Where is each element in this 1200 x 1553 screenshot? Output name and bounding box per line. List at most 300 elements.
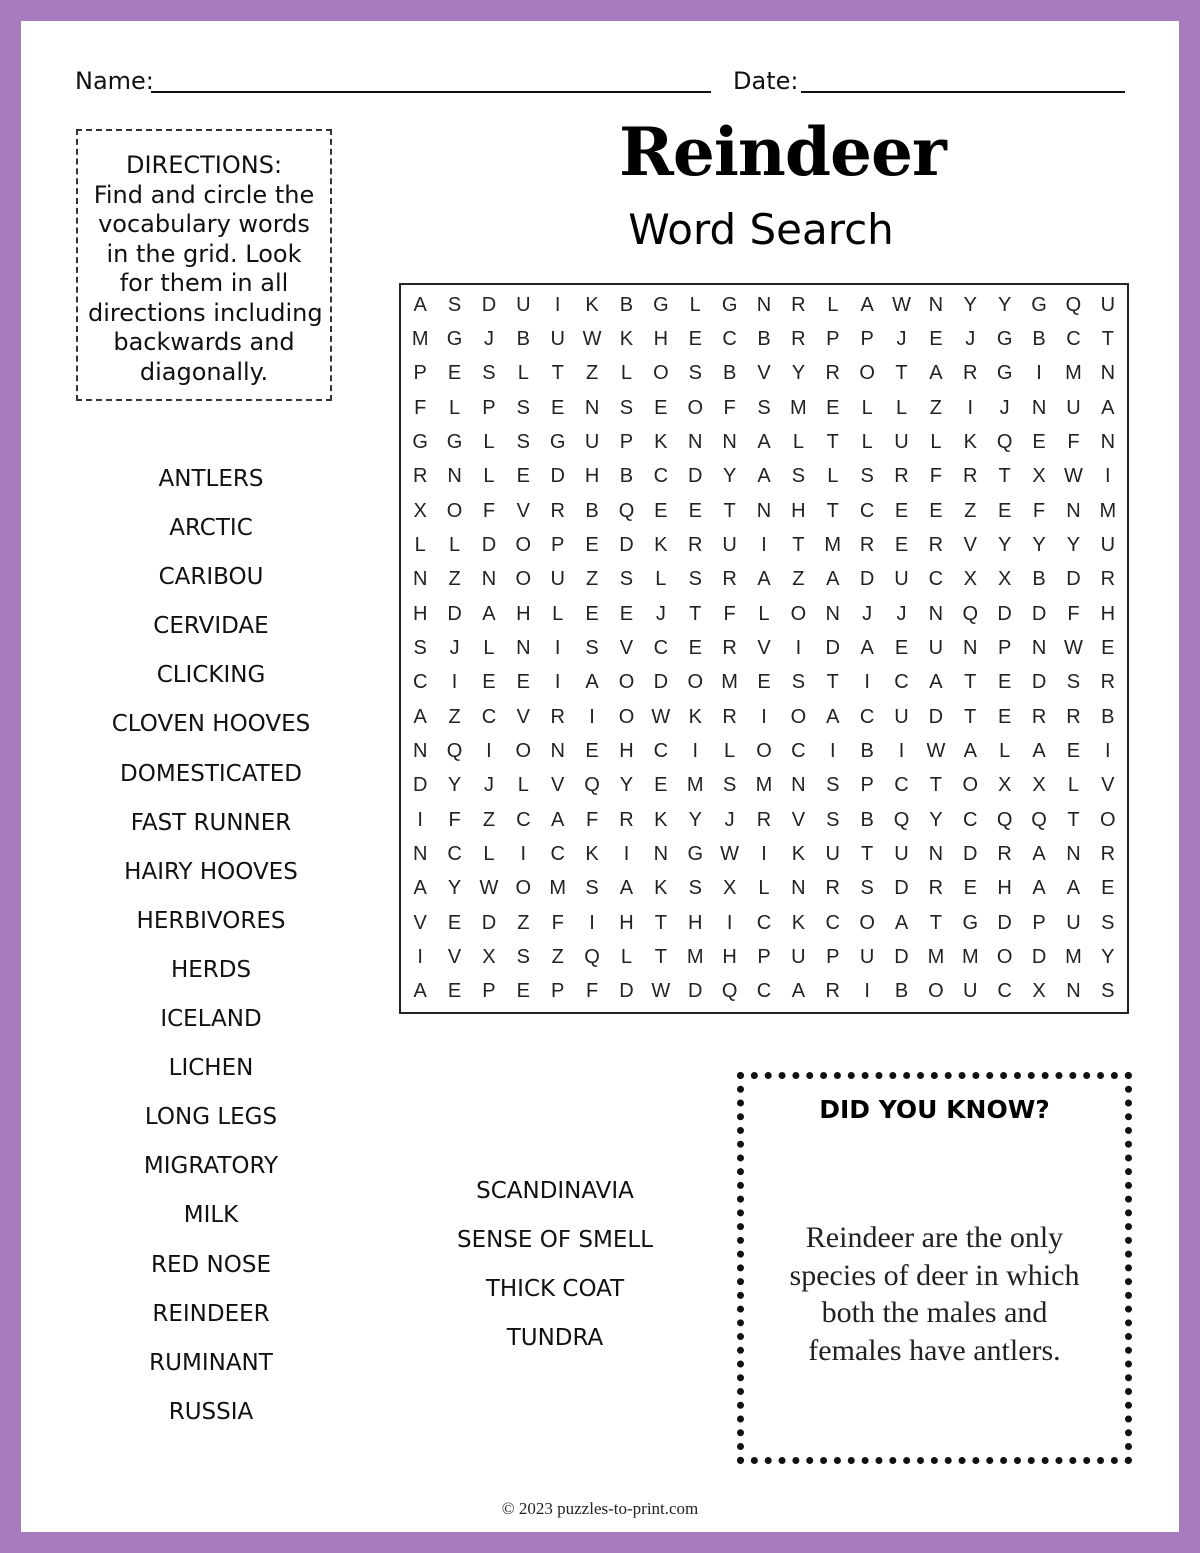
grid-letter[interactable]: S: [757, 396, 771, 419]
grid-letter[interactable]: A: [1101, 396, 1115, 419]
grid-letter[interactable]: Q: [962, 602, 979, 625]
grid-letter[interactable]: M: [927, 945, 945, 968]
grid-letter[interactable]: F: [929, 465, 942, 488]
grid-letter[interactable]: D: [481, 533, 497, 556]
grid-letter[interactable]: C: [928, 568, 944, 591]
grid-letter[interactable]: E: [757, 671, 771, 694]
grid-letter[interactable]: W: [926, 739, 946, 762]
grid-letter[interactable]: S: [1101, 911, 1115, 934]
grid-letter[interactable]: G: [549, 430, 566, 453]
grid-letter[interactable]: D: [688, 465, 703, 488]
grid-letter[interactable]: U: [894, 568, 909, 591]
grid-letter[interactable]: R: [1066, 705, 1081, 728]
grid-letter[interactable]: S: [619, 568, 634, 591]
grid-letter[interactable]: H: [653, 327, 669, 350]
grid-letter[interactable]: O: [515, 533, 532, 556]
grid-letter[interactable]: Z: [585, 362, 599, 385]
grid-letter[interactable]: N: [825, 602, 840, 625]
grid-letter[interactable]: I: [554, 636, 561, 659]
grid-letter[interactable]: P: [826, 327, 840, 350]
grid-letter[interactable]: R: [412, 465, 428, 488]
grid-letter[interactable]: R: [791, 327, 806, 350]
grid-letter[interactable]: A: [860, 636, 874, 659]
grid-letter[interactable]: E: [1101, 877, 1115, 900]
grid-letter[interactable]: I: [692, 739, 699, 762]
grid-letter[interactable]: V: [551, 774, 565, 797]
grid-letter[interactable]: L: [999, 739, 1011, 762]
grid-letter[interactable]: T: [929, 911, 942, 934]
grid-letter[interactable]: A: [585, 671, 599, 694]
grid-letter[interactable]: F: [585, 980, 599, 1003]
grid-letter[interactable]: B: [860, 808, 874, 831]
grid-letter[interactable]: V: [757, 636, 771, 659]
grid-letter[interactable]: E: [1066, 739, 1081, 762]
grid-letter[interactable]: O: [515, 739, 532, 762]
grid-letter[interactable]: D: [653, 671, 669, 694]
grid-letter[interactable]: I: [520, 842, 527, 865]
word-search-grid[interactable]: [399, 283, 1129, 1014]
grid-letter[interactable]: B: [1032, 568, 1046, 591]
grid-letter[interactable]: M: [1099, 499, 1117, 522]
grid-letter[interactable]: V: [516, 499, 530, 522]
grid-letter[interactable]: F: [585, 808, 599, 831]
grid-letter[interactable]: E: [1032, 430, 1046, 453]
grid-letter[interactable]: Y: [722, 465, 737, 488]
grid-letter[interactable]: C: [481, 705, 497, 728]
grid-letter[interactable]: D: [825, 636, 840, 659]
grid-letter[interactable]: F: [1067, 602, 1080, 625]
grid-letter[interactable]: I: [589, 911, 595, 934]
grid-letter[interactable]: I: [829, 739, 836, 762]
grid-letter[interactable]: A: [413, 705, 427, 728]
grid-letter[interactable]: T: [964, 705, 977, 728]
grid-letter[interactable]: O: [790, 705, 807, 728]
grid-letter[interactable]: I: [554, 671, 561, 694]
grid-letter[interactable]: O: [653, 362, 669, 385]
grid-letter[interactable]: L: [483, 842, 495, 865]
grid-letter[interactable]: O: [859, 362, 875, 385]
grid-letter[interactable]: Q: [584, 774, 600, 797]
grid-letter[interactable]: A: [860, 293, 874, 316]
grid-letter[interactable]: A: [1032, 877, 1046, 900]
grid-letter[interactable]: L: [689, 293, 701, 316]
grid-letter[interactable]: S: [619, 396, 634, 419]
grid-letter[interactable]: A: [1066, 877, 1081, 900]
grid-letter[interactable]: E: [619, 602, 634, 625]
grid-letter[interactable]: A: [963, 739, 977, 762]
grid-letter[interactable]: L: [758, 877, 770, 900]
grid-letter[interactable]: R: [1100, 842, 1116, 865]
grid-letter[interactable]: E: [997, 499, 1012, 522]
grid-letter[interactable]: N: [550, 739, 565, 762]
grid-letter[interactable]: H: [997, 877, 1012, 900]
grid-letter[interactable]: U: [894, 705, 909, 728]
grid-letter[interactable]: W: [651, 705, 671, 728]
grid-letter[interactable]: A: [413, 293, 427, 316]
grid-letter[interactable]: M: [1065, 362, 1082, 385]
grid-letter[interactable]: C: [756, 911, 772, 934]
grid-letter[interactable]: E: [516, 980, 530, 1003]
grid-letter[interactable]: K: [654, 533, 668, 556]
grid-letter[interactable]: S: [722, 774, 737, 797]
grid-letter[interactable]: C: [516, 808, 531, 831]
grid-letter[interactable]: N: [928, 602, 944, 625]
grid-letter[interactable]: I: [486, 739, 492, 762]
grid-letter[interactable]: L: [449, 396, 461, 419]
grid-letter[interactable]: D: [997, 602, 1012, 625]
grid-letter[interactable]: J: [896, 327, 907, 350]
grid-letter[interactable]: P: [997, 636, 1012, 659]
grid-letter[interactable]: O: [928, 980, 944, 1003]
grid-letter[interactable]: F: [448, 808, 461, 831]
grid-letter[interactable]: N: [481, 568, 497, 591]
grid-letter[interactable]: W: [479, 877, 499, 900]
grid-letter[interactable]: E: [894, 533, 909, 556]
grid-letter[interactable]: B: [619, 293, 634, 316]
grid-letter[interactable]: D: [481, 293, 497, 316]
grid-letter[interactable]: E: [929, 499, 943, 522]
grid-letter[interactable]: Z: [585, 568, 599, 591]
grid-letter[interactable]: I: [967, 396, 974, 419]
grid-letter[interactable]: L: [483, 465, 495, 488]
grid-letter[interactable]: G: [996, 362, 1013, 385]
grid-letter[interactable]: A: [791, 980, 806, 1003]
grid-letter[interactable]: E: [516, 465, 530, 488]
grid-letter[interactable]: K: [963, 430, 977, 453]
grid-letter[interactable]: C: [653, 636, 669, 659]
grid-letter[interactable]: D: [550, 465, 565, 488]
grid-letter[interactable]: N: [653, 842, 669, 865]
grid-letter[interactable]: H: [584, 465, 600, 488]
grid-letter[interactable]: E: [482, 671, 496, 694]
grid-letter[interactable]: B: [860, 739, 874, 762]
grid-letter[interactable]: C: [653, 739, 669, 762]
grid-letter[interactable]: N: [412, 568, 428, 591]
grid-letter[interactable]: L: [483, 430, 495, 453]
grid-letter[interactable]: D: [688, 980, 703, 1003]
grid-letter[interactable]: K: [791, 842, 806, 865]
grid-letter[interactable]: B: [619, 465, 634, 488]
grid-letter[interactable]: Y: [963, 293, 977, 316]
grid-letter[interactable]: E: [654, 774, 668, 797]
grid-letter[interactable]: C: [550, 842, 565, 865]
grid-letter[interactable]: G: [687, 842, 704, 865]
grid-letter[interactable]: U: [1100, 293, 1116, 316]
grid-letter[interactable]: X: [722, 877, 737, 900]
grid-letter[interactable]: M: [721, 671, 738, 694]
grid-letter[interactable]: W: [651, 980, 671, 1003]
grid-letter[interactable]: S: [791, 465, 806, 488]
grid-letter[interactable]: I: [451, 671, 458, 694]
grid-letter[interactable]: N: [1100, 362, 1116, 385]
grid-letter[interactable]: P: [482, 396, 496, 419]
grid-letter[interactable]: L: [930, 430, 942, 453]
grid-letter[interactable]: H: [722, 945, 737, 968]
grid-letter[interactable]: V: [619, 636, 634, 659]
grid-letter[interactable]: N: [584, 396, 600, 419]
grid-letter[interactable]: N: [791, 877, 806, 900]
grid-letter[interactable]: L: [483, 636, 495, 659]
grid-letter[interactable]: C: [447, 842, 462, 865]
grid-letter[interactable]: X: [963, 568, 977, 591]
grid-letter[interactable]: T: [1067, 808, 1080, 831]
grid-letter[interactable]: N: [1031, 396, 1047, 419]
grid-letter[interactable]: S: [826, 808, 840, 831]
grid-letter[interactable]: Q: [584, 945, 600, 968]
grid-letter[interactable]: F: [414, 396, 427, 419]
grid-letter[interactable]: E: [585, 533, 599, 556]
grid-letter[interactable]: K: [585, 842, 599, 865]
grid-letter[interactable]: D: [894, 877, 909, 900]
grid-letter[interactable]: L: [861, 396, 873, 419]
grid-letter[interactable]: F: [482, 499, 496, 522]
grid-letter[interactable]: I: [761, 533, 767, 556]
grid-letter[interactable]: C: [825, 911, 840, 934]
grid-letter[interactable]: N: [447, 465, 462, 488]
grid-letter[interactable]: X: [1032, 774, 1046, 797]
grid-letter[interactable]: H: [619, 911, 634, 934]
grid-letter[interactable]: Z: [448, 568, 461, 591]
grid-letter[interactable]: O: [996, 945, 1013, 968]
grid-letter[interactable]: N: [756, 499, 772, 522]
date-line[interactable]: [801, 91, 1125, 93]
grid-letter[interactable]: B: [1101, 705, 1115, 728]
grid-letter[interactable]: R: [1031, 705, 1047, 728]
grid-letter[interactable]: O: [515, 877, 532, 900]
grid-letter[interactable]: B: [722, 362, 737, 385]
grid-letter[interactable]: P: [860, 774, 874, 797]
grid-letter[interactable]: T: [826, 430, 839, 453]
grid-letter[interactable]: L: [620, 362, 633, 385]
grid-letter[interactable]: E: [585, 602, 599, 625]
grid-letter[interactable]: O: [962, 774, 979, 797]
grid-letter[interactable]: N: [412, 739, 428, 762]
grid-letter[interactable]: S: [860, 465, 874, 488]
grid-letter[interactable]: I: [1105, 739, 1111, 762]
grid-letter[interactable]: Q: [1031, 808, 1047, 831]
grid-letter[interactable]: I: [726, 911, 733, 934]
grid-letter[interactable]: F: [1067, 430, 1080, 453]
grid-letter[interactable]: K: [654, 877, 668, 900]
grid-letter[interactable]: M: [824, 533, 842, 556]
grid-letter[interactable]: A: [413, 877, 427, 900]
grid-letter[interactable]: E: [688, 327, 702, 350]
grid-letter[interactable]: T: [689, 602, 702, 625]
grid-letter[interactable]: M: [411, 327, 429, 350]
grid-letter[interactable]: S: [1101, 980, 1115, 1003]
grid-letter[interactable]: O: [618, 671, 635, 694]
grid-letter[interactable]: D: [1031, 602, 1047, 625]
grid-letter[interactable]: G: [446, 430, 463, 453]
grid-letter[interactable]: E: [826, 396, 840, 419]
grid-letter[interactable]: T: [654, 945, 667, 968]
grid-letter[interactable]: J: [724, 808, 735, 831]
grid-letter[interactable]: U: [825, 842, 840, 865]
grid-letter[interactable]: Q: [893, 808, 910, 831]
grid-letter[interactable]: A: [757, 430, 771, 453]
grid-letter[interactable]: N: [1066, 980, 1081, 1003]
grid-letter[interactable]: R: [722, 705, 737, 728]
grid-letter[interactable]: D: [963, 842, 978, 865]
grid-letter[interactable]: E: [551, 396, 565, 419]
grid-letter[interactable]: Y: [447, 774, 462, 797]
grid-letter[interactable]: R: [997, 842, 1012, 865]
grid-letter[interactable]: G: [653, 293, 669, 316]
grid-letter[interactable]: L: [792, 430, 804, 453]
grid-letter[interactable]: W: [1063, 636, 1083, 659]
grid-letter[interactable]: I: [1105, 465, 1111, 488]
grid-letter[interactable]: C: [412, 671, 428, 694]
grid-letter[interactable]: I: [864, 671, 870, 694]
grid-letter[interactable]: X: [1032, 980, 1046, 1003]
grid-letter[interactable]: C: [722, 327, 737, 350]
grid-letter[interactable]: I: [761, 842, 767, 865]
grid-letter[interactable]: V: [447, 945, 462, 968]
grid-letter[interactable]: W: [582, 327, 602, 350]
grid-letter[interactable]: H: [619, 739, 634, 762]
grid-letter[interactable]: A: [757, 465, 771, 488]
grid-letter[interactable]: D: [481, 911, 497, 934]
grid-letter[interactable]: U: [963, 980, 978, 1003]
grid-letter[interactable]: E: [963, 877, 977, 900]
grid-letter[interactable]: S: [860, 877, 874, 900]
grid-letter[interactable]: N: [791, 774, 806, 797]
grid-letter[interactable]: J: [896, 602, 907, 625]
grid-letter[interactable]: E: [997, 671, 1012, 694]
grid-letter[interactable]: L: [517, 774, 529, 797]
grid-letter[interactable]: A: [1032, 739, 1046, 762]
grid-letter[interactable]: G: [721, 293, 738, 316]
grid-letter[interactable]: C: [859, 499, 875, 522]
grid-letter[interactable]: D: [619, 980, 634, 1003]
grid-letter[interactable]: I: [898, 739, 905, 762]
grid-letter[interactable]: R: [550, 705, 565, 728]
grid-letter[interactable]: A: [826, 568, 840, 591]
grid-letter[interactable]: E: [929, 327, 943, 350]
grid-letter[interactable]: S: [688, 877, 702, 900]
grid-letter[interactable]: D: [1031, 945, 1047, 968]
grid-letter[interactable]: Z: [482, 808, 496, 831]
grid-letter[interactable]: N: [1066, 499, 1081, 522]
grid-letter[interactable]: R: [825, 362, 840, 385]
grid-letter[interactable]: C: [997, 980, 1012, 1003]
grid-letter[interactable]: C: [1066, 327, 1081, 350]
grid-letter[interactable]: G: [446, 327, 463, 350]
grid-letter[interactable]: K: [791, 911, 806, 934]
grid-letter[interactable]: Y: [791, 362, 806, 385]
grid-letter[interactable]: M: [1065, 945, 1082, 968]
grid-letter[interactable]: U: [859, 945, 875, 968]
grid-letter[interactable]: O: [790, 602, 807, 625]
grid-letter[interactable]: O: [687, 396, 704, 419]
grid-letter[interactable]: J: [655, 602, 666, 625]
grid-letter[interactable]: L: [552, 602, 564, 625]
grid-letter[interactable]: D: [1031, 671, 1047, 694]
grid-letter[interactable]: K: [654, 808, 668, 831]
grid-letter[interactable]: X: [482, 945, 496, 968]
grid-letter[interactable]: E: [997, 705, 1012, 728]
grid-letter[interactable]: T: [654, 911, 667, 934]
grid-letter[interactable]: C: [963, 808, 978, 831]
grid-letter[interactable]: C: [894, 774, 909, 797]
grid-letter[interactable]: Z: [448, 705, 461, 728]
grid-letter[interactable]: Q: [721, 980, 738, 1003]
grid-letter[interactable]: F: [723, 602, 736, 625]
grid-letter[interactable]: E: [447, 362, 462, 385]
grid-letter[interactable]: L: [655, 568, 667, 591]
grid-letter[interactable]: I: [554, 293, 561, 316]
grid-letter[interactable]: Y: [447, 877, 462, 900]
grid-letter[interactable]: R: [1100, 568, 1116, 591]
grid-letter[interactable]: S: [516, 430, 530, 453]
grid-letter[interactable]: F: [723, 396, 736, 419]
grid-letter[interactable]: L: [449, 533, 461, 556]
grid-letter[interactable]: D: [894, 945, 909, 968]
grid-letter[interactable]: B: [894, 980, 909, 1003]
grid-letter[interactable]: G: [996, 327, 1013, 350]
grid-letter[interactable]: S: [447, 293, 462, 316]
grid-letter[interactable]: D: [928, 705, 944, 728]
grid-letter[interactable]: U: [584, 430, 600, 453]
grid-letter[interactable]: Y: [1066, 533, 1081, 556]
grid-letter[interactable]: Z: [551, 945, 564, 968]
grid-letter[interactable]: P: [482, 980, 496, 1003]
grid-letter[interactable]: T: [723, 499, 736, 522]
grid-letter[interactable]: P: [551, 533, 565, 556]
grid-letter[interactable]: V: [516, 705, 530, 728]
grid-letter[interactable]: S: [516, 945, 530, 968]
grid-letter[interactable]: B: [585, 499, 599, 522]
grid-letter[interactable]: J: [483, 327, 494, 350]
grid-letter[interactable]: R: [825, 877, 840, 900]
grid-letter[interactable]: Q: [1065, 293, 1082, 316]
grid-letter[interactable]: K: [619, 327, 634, 350]
grid-letter[interactable]: O: [515, 568, 532, 591]
grid-letter[interactable]: R: [894, 465, 909, 488]
grid-letter[interactable]: A: [894, 911, 909, 934]
grid-letter[interactable]: E: [688, 636, 702, 659]
grid-letter[interactable]: S: [585, 877, 599, 900]
grid-letter[interactable]: A: [482, 602, 496, 625]
grid-letter[interactable]: A: [1032, 842, 1046, 865]
grid-letter[interactable]: C: [756, 980, 772, 1003]
grid-letter[interactable]: N: [1031, 636, 1047, 659]
grid-letter[interactable]: X: [997, 568, 1012, 591]
grid-letter[interactable]: O: [756, 739, 772, 762]
grid-letter[interactable]: B: [757, 327, 771, 350]
grid-letter[interactable]: Q: [618, 499, 635, 522]
grid-letter[interactable]: A: [551, 808, 565, 831]
grid-letter[interactable]: I: [417, 808, 423, 831]
grid-letter[interactable]: M: [755, 774, 773, 797]
grid-letter[interactable]: L: [827, 293, 839, 316]
grid-letter[interactable]: P: [619, 430, 634, 453]
grid-letter[interactable]: X: [997, 774, 1012, 797]
grid-letter[interactable]: O: [1100, 808, 1116, 831]
grid-letter[interactable]: Y: [1032, 533, 1046, 556]
grid-letter[interactable]: Q: [996, 808, 1013, 831]
grid-letter[interactable]: I: [589, 705, 595, 728]
grid-letter[interactable]: D: [997, 911, 1012, 934]
grid-letter[interactable]: R: [619, 808, 634, 831]
grid-letter[interactable]: N: [688, 430, 703, 453]
grid-letter[interactable]: M: [790, 396, 807, 419]
grid-letter[interactable]: L: [414, 533, 426, 556]
grid-letter[interactable]: F: [1032, 499, 1046, 522]
grid-letter[interactable]: Y: [997, 533, 1012, 556]
grid-letter[interactable]: P: [551, 980, 565, 1003]
grid-letter[interactable]: S: [791, 671, 806, 694]
